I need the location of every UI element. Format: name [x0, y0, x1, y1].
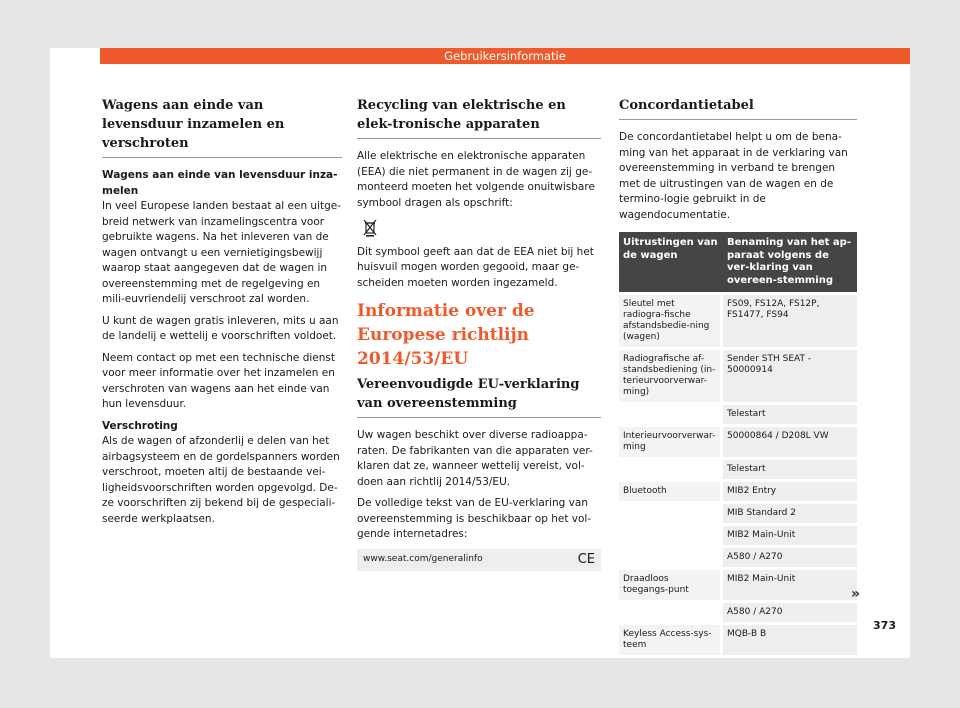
table-cell-designation: MIB2 Entry — [723, 482, 857, 501]
paragraph: In veel Europese landen bestaat al een uitge-breid netwerk van inzamelingscentra voor gebruikte wagens. Na het inleveren van de wagen ontvangt u een vernietigingsbewijj waarop staat aangegeven dat de wagen in overeenstemming met de regelgeving en mili-euvriendelij verschroot zal worden. — [102, 200, 342, 305]
manual-page — [50, 48, 910, 658]
subheading-scrapping: Verschroting — [102, 419, 178, 432]
table-header-designation: Benaming van het ap-paraat volgens de ver-klaring van overeen-stemming — [723, 232, 857, 292]
table-row — [619, 295, 857, 347]
table-row — [619, 482, 857, 501]
table-cell-equipment: Keyless Access-sys-teem — [619, 625, 723, 655]
table-cell-equipment — [619, 548, 723, 567]
table-cell-designation: MIB Standard 2 — [723, 504, 857, 523]
subheading-collect: Wagens aan einde van levensduur inza-melen — [102, 169, 338, 197]
paragraph: De volledige tekst van de EU-verklaring van overeenstemming is beschikbaar op het vol-gende internetadres: — [357, 497, 592, 540]
table-row — [619, 570, 857, 600]
table-cell-equipment — [619, 603, 723, 622]
table-row — [619, 350, 857, 402]
table-cell-designation: 50000864 / D208L VW — [723, 427, 857, 457]
table-row — [619, 504, 857, 523]
paragraph: Alle elektrische en elektronische apparaten (EEA) die niet permanent in de wagen zij ge-monteerd moeten het volgende onuitwisbare symbool dragen als opschrift: — [357, 150, 595, 209]
table-cell-equipment: Bluetooth — [619, 482, 723, 501]
table-cell-equipment: Radiografische af-standsbediening (in-terieurvoorverwar-ming) — [619, 350, 723, 402]
table-cell-designation: Sender STH SEAT - 50000914 — [723, 350, 857, 402]
table-row — [619, 603, 857, 622]
table-header-equipment: Uitrustingen van de wagen — [619, 232, 723, 292]
table-cell-equipment: Draadloos toegangs-punt — [619, 570, 723, 600]
crossed-bin-icon — [357, 217, 601, 245]
table-cell-designation: Telestart — [723, 405, 857, 424]
continue-arrow: » — [851, 586, 861, 602]
heading-concordance: Concordantietabel — [619, 96, 857, 120]
table-row — [619, 460, 857, 479]
column-1 — [102, 96, 342, 533]
heading-eu-declaration: Vereenvoudigde EU-verklaring van overeenstemming — [357, 375, 601, 418]
page-number: 373 — [873, 619, 896, 632]
paragraph: Uw wagen beschikt over diverse radioappa-raten. De fabrikanten van die apparaten ver-klaren dat ze, wanneer wettelij vereist, vol-doen aan richtlij 2014/53/EU. — [357, 429, 593, 488]
table-cell-equipment — [619, 405, 723, 424]
table-cell-designation: FS09, FS12A, FS12P, FS1477, FS94 — [723, 295, 857, 347]
table-row — [619, 625, 857, 655]
table-cell-equipment: Sleutel met radiogra-fische afstandsbedie-ning (wagen) — [619, 295, 723, 347]
column-2 — [357, 96, 601, 571]
table-cell-designation: A580 / A270 — [723, 548, 857, 567]
paragraph: Neem contact op met een technische dienst voor meer informatie over het inzamelen en verschroten van wagens aan het einde van hun levensduur. — [102, 351, 336, 410]
heading-recycling: Recycling van elektrische en elek-tronische apparaten — [357, 96, 601, 139]
table-row — [619, 405, 857, 424]
table-cell-designation: Telestart — [723, 460, 857, 479]
table-row — [619, 548, 857, 567]
paragraph: De concordantietabel helpt u om de bena-ming van het apparaat in de verklaring van overeenstemming in verband te brengen met de uitrustingen van de wagen en de termino-logie gebruikt in de wagendocumentatie. — [619, 131, 848, 221]
table-cell-designation: MIB2 Main-Unit — [723, 570, 857, 600]
url-box — [357, 549, 601, 571]
paragraph: U kunt de wagen gratis inleveren, mits u aan de landelij e wettelij e voorschriften voldoet. — [102, 314, 339, 342]
table-cell-designation: A580 / A270 — [723, 603, 857, 622]
table-cell-equipment — [619, 504, 723, 523]
table-cell-equipment — [619, 526, 723, 545]
column-3 — [619, 96, 857, 658]
concordance-table — [619, 229, 857, 658]
ce-mark-icon: CE — [577, 551, 595, 567]
paragraph: Dit symbool geeft aan dat de EEA niet bij het huisvuil mogen worden gegooid, maar ge-scheiden moeten worden ingezameld. — [357, 245, 594, 289]
url-link[interactable]: www.seat.com/generalinfo — [363, 553, 483, 564]
paragraph: Als de wagen of afzonderlij e delen van het airbagsysteem en de gordelspanners worden verschroot, moeten altij de bestaande vei-ligheidsvoorschriften worden opgevolgd. De-ze voorschriften zij bekend bij de gespeciali-seerde werkplaatsen. — [102, 435, 340, 525]
table-row — [619, 526, 857, 545]
section-header: Gebruikersinformatie — [100, 48, 910, 64]
table-cell-designation: MQB-B B — [723, 625, 857, 655]
table-cell-designation: MIB2 Main-Unit — [723, 526, 857, 545]
table-row — [619, 427, 857, 457]
table-cell-equipment: Interieurvoorverwar-ming — [619, 427, 723, 457]
table-cell-equipment — [619, 460, 723, 479]
heading-end-of-life: Wagens aan einde van levensduur inzamelen en verschroten — [102, 96, 342, 158]
orange-heading: Informatie over de Europese richtlijn 2014/53/EU — [357, 301, 535, 369]
